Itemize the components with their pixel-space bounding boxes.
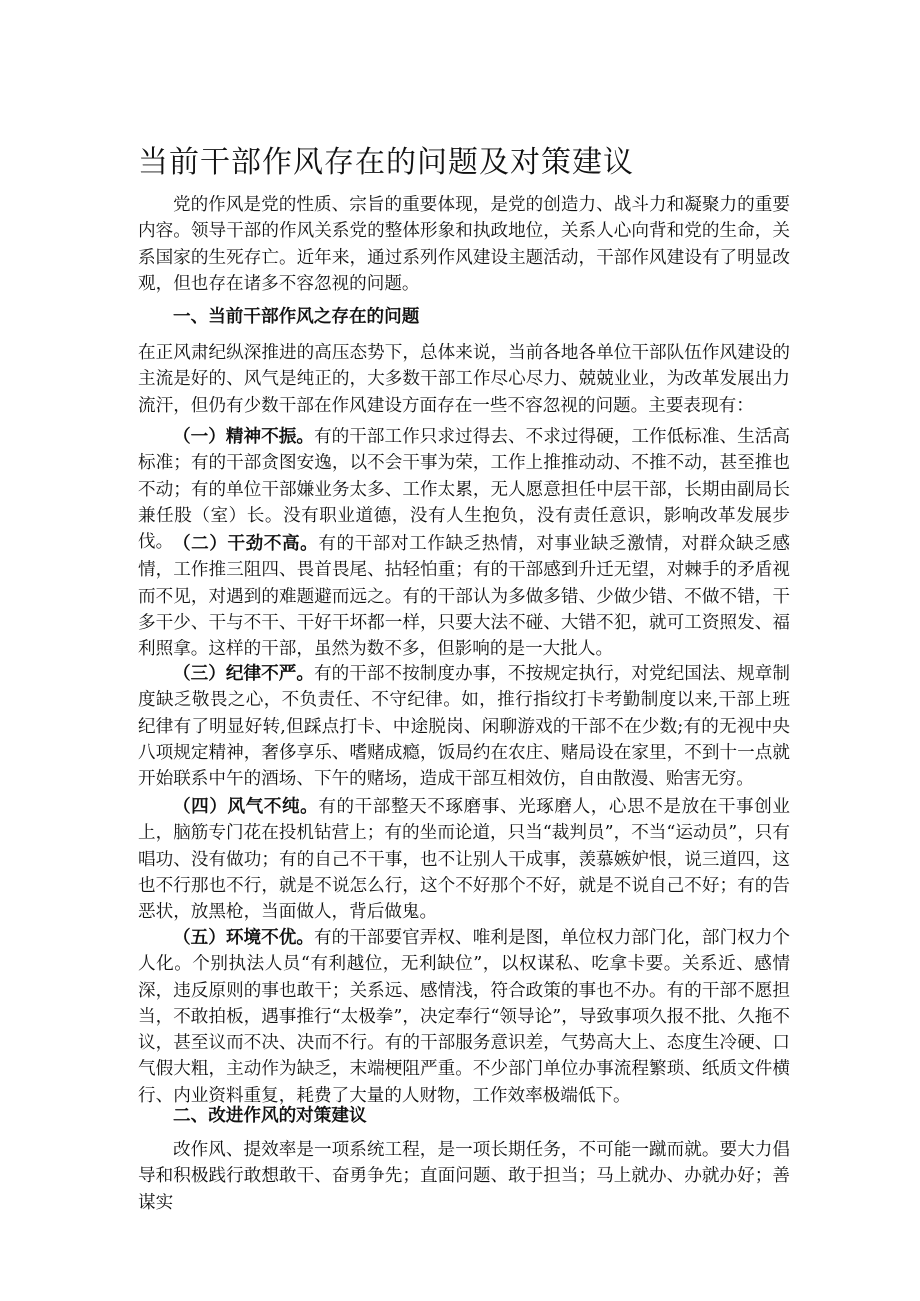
problem-item-2-text: 有的干部对工作缺乏热情，对事业缺乏激情，对群众缺乏感情，工作推三阻四、畏首畏尾、拈轻怕重；有的干部感到升迁无望，对棘手的矛盾视而不见，对遇到的难题避而远之。有的干部认为多做多错、少做少错、不做不错，干多干少、干与不干、干好干坏都一样，只要大法不碰、大错不犯，就可工资照发、福利照拿。这样的干部，虽然为数不多，但影响的是一大批人。 [138, 534, 790, 660]
problem-item-4-label: （四）风气不纯。 [173, 796, 319, 817]
problem-item-5 [138, 925, 790, 1109]
problem-item-1-text: 有的干部工作只求过得去、不求过得硬，工作低标准、生活高标准；有的干部贪图安逸，以不会干事为荣，工作上推推动动、不推不动，甚至推也不动；有的单位干部嫌业务太多、工作太累，无人愿意担任中层干部，长期由副局长兼任股（室）长。没有职业道德，没有人生抱负，没有责任意识，影响改革发展步伐。 [138, 427, 790, 553]
document-title: 当前干部作风存在的问题及对策建议 [138, 145, 634, 180]
section1-lead-paragraph: 在正风肃纪纵深推进的高压态势下，总体来说，当前各地各单位干部队伍作风建设的主流是好的、风气是纯正的，大多数干部工作尽心尽力、兢兢业业，为改革发展出力流汗，但仍有少数干部在作风建设方面存在一些不容忽视的问题。主要表现有： [138, 343, 790, 416]
problem-item-3-text: 有的干部不按制度办事，不按规定执行，对党纪国法、规章制度缺乏敬畏之心，不负责任、不守纪律。如，推行指纹打卡考勤制度以来,干部上班纪律有了明显好转,但踩点打卡、中途脱岗、闲聊游戏的干部不在少数;有的无视中央八项规定精神，奢侈享乐、嗜赌成瘾，饭局约在农庄、赌局设在家里，不到十一点就开始联系中午的酒场、下午的赌场，造成干部互相效仿，自由散漫、贻害无穷。 [138, 664, 790, 790]
problem-item-3 [138, 661, 790, 792]
section2-lead-paragraph: 改作风、提效率是一项系统工程，是一项长期任务，不可能一蹴而就。要大力倡导和积极践行敢想敢干、奋勇争先；直面问题、敢于担当；马上就办、办就办好；善谋实 [138, 1140, 790, 1213]
problem-item-2-label: （二）干劲不高。 [173, 533, 319, 554]
intro-paragraph: 党的作风是党的性质、宗旨的重要体现，是党的创造力、战斗力和凝聚力的重要内容。领导干部的作风关系党的整体形象和执政地位，关系人心向背和党的生命，关系国家的生死存亡。近年来，通过系列作风建设主题活动，干部作风建设有了明显改观，但也存在诸多不容忽视的问题。 [138, 195, 790, 294]
problem-item-2 [138, 531, 790, 662]
problem-item-5-label: （五）环境不优。 [173, 927, 315, 948]
section1-heading: 一、当前干部作风之存在的问题 [173, 306, 420, 327]
section2-heading: 二、改进作风的对策建议 [173, 1105, 367, 1126]
problem-item-4 [138, 794, 790, 925]
problem-item-3-label: （三）纪律不严。 [173, 663, 315, 684]
problem-item-4-text: 有的干部整天不琢磨事、光琢磨人，心思不是放在干事创业上，脑筋专门花在投机钻营上；有的坐而论道，只当“裁判员”，不当“运动员”，只有唱功、没有做功；有的自己不干事，也不让别人干成事，羡慕嫉妒恨，说三道四，这也不行那也不行，就是不说怎么行，这个不好那个不好，就是不说自己不好；有的告恶状，放黑枪，当面做人，背后做鬼。 [138, 797, 790, 923]
problem-item-5-text: 有的干部要官弄权、唯利是图，单位权力部门化，部门权力个人化。个别执法人员“有利越位，无利缺位”，以权谋私、吃拿卡要。关系近、感情深，违反原则的事也敢干；关系远、感情浅，符合政策的事也不办。有的干部不愿担当，不敢拍板，遇事推行“太极拳”，决定奉行“领导论”，导致事项久报不批、久拖不议，甚至议而不决、决而不行。有的干部服务意识差，气势高大上、态度生冷硬、口气假大粗，主动作为缺乏，末端梗阻严重。不少部门单位办事流程繁琐、纸质文件横行、内业资料重复，耗费了大量的人财物，工作效率极端低下。 [138, 928, 790, 1106]
problem-item-1-label: （一）精神不振。 [173, 426, 315, 447]
